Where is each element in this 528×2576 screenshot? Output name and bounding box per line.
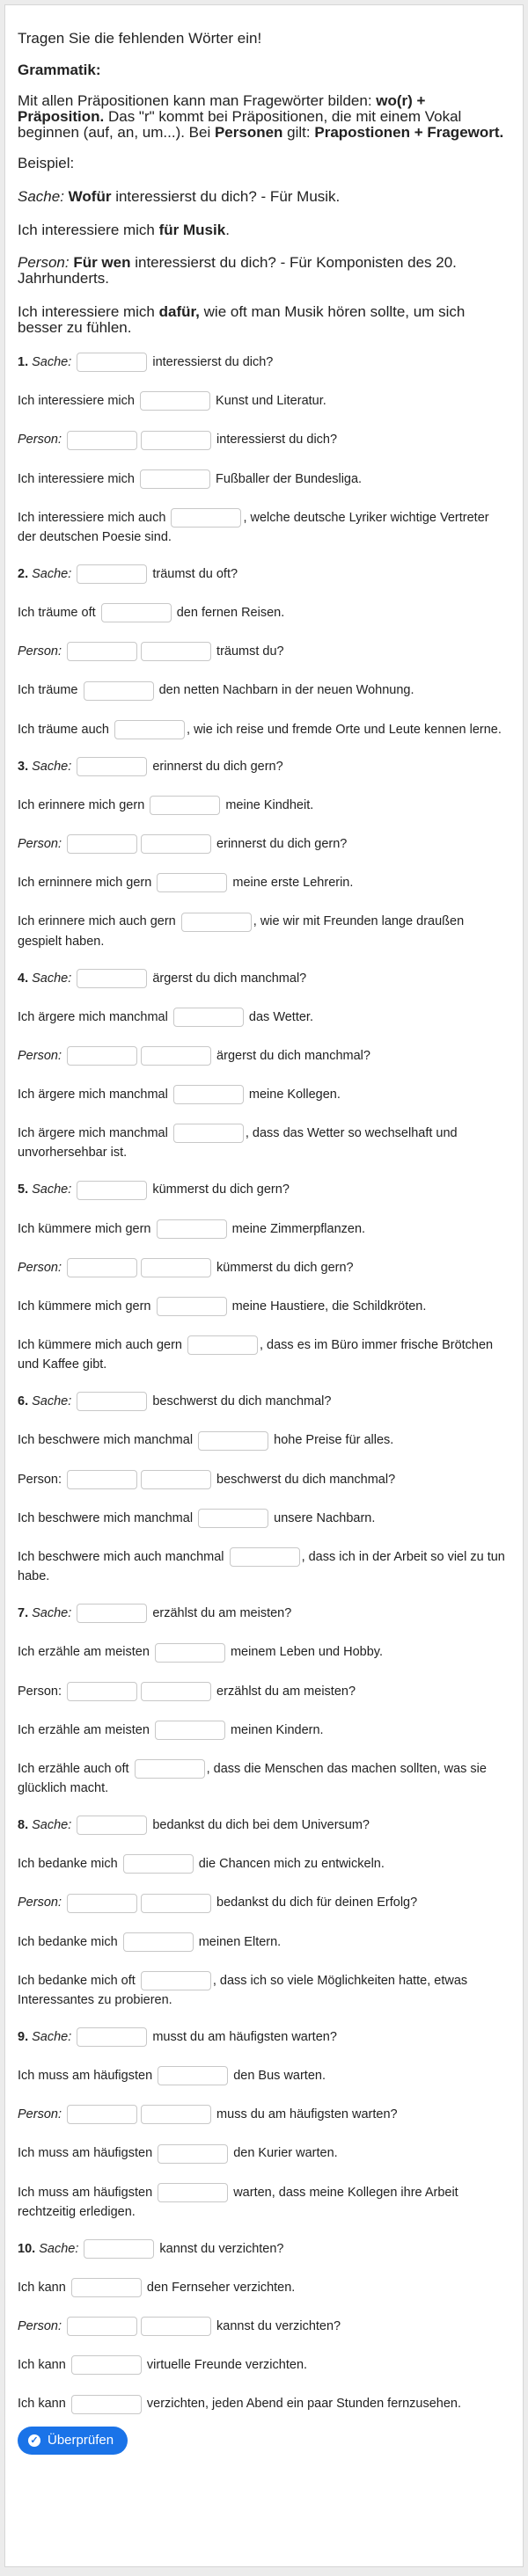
exercise-5-line-3 [18, 1258, 510, 1277]
line-text-before: Ich ärgere mich manchmal [18, 1088, 168, 1102]
exercise-number: 8. [18, 1818, 29, 1833]
rule-bold-3: Prapostionen + Fragewort. [314, 124, 504, 141]
answer-input[interactable] [158, 2144, 228, 2164]
line-text-before: Ich interessiere mich [18, 471, 135, 486]
answer-input[interactable] [141, 1682, 211, 1701]
rule-bold-1: wo(r) + Präposition. [18, 92, 426, 125]
line-text-after: , wie wir mit Freunden lange draußen gespielt haben. [18, 914, 465, 949]
example-question-person [18, 255, 510, 287]
check-button-label: Überprüfen [48, 2433, 114, 2449]
example-a2-bold: dafür, [158, 303, 200, 320]
answer-input[interactable] [67, 2317, 137, 2336]
exercise-9-line-3 [18, 2105, 510, 2124]
exercise-5-line-2 [18, 1219, 510, 1239]
answer-input[interactable] [84, 681, 154, 701]
example-q1-rest: interessierst du dich? - Für Musik. [111, 188, 341, 205]
exercise-4-line-1 [18, 969, 510, 988]
line-text-after: bedankst du dich bei dem Universum? [152, 1818, 370, 1833]
line-text-before: Ich erzähle auch oft [18, 1761, 129, 1776]
example-a1-post: . [225, 222, 230, 238]
line-text-after: den fernen Reisen. [176, 606, 285, 621]
answer-input[interactable] [114, 720, 185, 739]
answer-input[interactable] [141, 834, 211, 854]
line-label: Person: [18, 1896, 62, 1910]
check-circle-icon: ✓ [28, 2434, 40, 2447]
line-label: Person: [18, 837, 62, 852]
exercise-number: 7. [18, 1606, 29, 1621]
exercise-7-line-1 [18, 1604, 510, 1623]
answer-input[interactable] [67, 642, 137, 661]
line-label: Sache: [32, 1182, 72, 1197]
line-text-before: Ich kümmere mich gern [18, 1221, 151, 1236]
line-text-after: den Bus warten. [233, 2069, 326, 2084]
answer-input[interactable] [141, 1258, 211, 1277]
answer-input[interactable] [77, 969, 147, 988]
exercise-card [4, 4, 524, 2567]
answer-input[interactable] [67, 1046, 137, 1066]
line-text-before: Ich träume auch [18, 722, 109, 737]
answer-input[interactable] [77, 1816, 147, 1835]
line-text-after: warten, dass meine Kollegen ihre Arbeit rechtzeitig erledigen. [18, 2185, 458, 2219]
exercise-1-line-5 [18, 508, 510, 547]
example-q2-rest: interessierst du dich? - Für Komponisten des 20. Jahrhunderts. [18, 254, 457, 287]
rule-text-3: gilt: [282, 124, 315, 141]
line-text-after: erzählst du am meisten? [216, 1684, 356, 1699]
exercise-6-line-3 [18, 1470, 510, 1489]
line-text-after: meinen Eltern. [198, 1934, 282, 1949]
line-text-after: bedankst du dich für deinen Erfolg? [216, 1896, 418, 1910]
answer-input[interactable] [141, 1470, 211, 1489]
exercise-10-line-3 [18, 2317, 510, 2336]
example-question-sache [18, 188, 510, 206]
exercise-5-line-1 [18, 1180, 510, 1199]
exercise-4-line-3 [18, 1046, 510, 1066]
line-text-after: meine Haustiere, die Schildkröten. [231, 1299, 427, 1313]
line-text-after: meine Zimmerpflanzen. [231, 1221, 366, 1236]
exercise-7-line-2 [18, 1642, 510, 1662]
example-q1-bold: Wofür [68, 188, 112, 205]
example-person-label: Person: [18, 254, 70, 271]
exercise-5-line-5 [18, 1335, 510, 1374]
line-text-after: virtuelle Freunde verzichten. [146, 2358, 308, 2373]
answer-input[interactable] [157, 1297, 227, 1316]
answer-input[interactable] [67, 1258, 137, 1277]
line-text-after: ärgerst du dich manchmal? [152, 971, 307, 986]
line-text-after: muss du am häufigsten warten? [216, 2107, 398, 2122]
answer-input[interactable] [77, 2027, 147, 2047]
line-text-after: ärgerst du dich manchmal? [216, 1048, 370, 1063]
answer-input[interactable] [67, 431, 137, 450]
line-text-before: Ich beschwere mich auch manchmal [18, 1549, 224, 1564]
answer-input[interactable] [181, 913, 252, 932]
answer-input[interactable] [171, 508, 241, 528]
grammar-heading: Grammatik: [18, 62, 101, 78]
answer-input[interactable] [157, 873, 227, 892]
answer-input[interactable] [173, 1124, 244, 1143]
line-text-after: erzählst du am meisten? [152, 1606, 292, 1621]
example-a2-post: wie oft man Musik hören sollte, um sich besser zu fühlen. [18, 303, 466, 336]
answer-input[interactable] [140, 469, 210, 489]
answer-input[interactable] [155, 1721, 225, 1740]
line-text-before: Ich bedanke mich oft [18, 1973, 136, 1988]
exercise-4-line-2 [18, 1008, 510, 1027]
exercise-8-line-1 [18, 1816, 510, 1835]
answer-input[interactable] [140, 391, 210, 411]
answer-input[interactable] [84, 2239, 154, 2259]
line-text-after: musst du am häufigsten warten? [152, 2029, 337, 2044]
line-text-before: Ich erzähle am meisten [18, 1645, 150, 1660]
exercise-8-line-3 [18, 1893, 510, 1912]
exercise-3-line-2 [18, 796, 510, 815]
example-a1-pre: Ich interessiere mich [18, 222, 159, 238]
line-text-before: Ich muss am häufigsten [18, 2069, 153, 2084]
line-label: Sache: [32, 1818, 72, 1833]
line-text-after: , dass ich in der Arbeit so viel zu tun habe. [18, 1549, 505, 1584]
line-text-after: , wie ich reise und fremde Orte und Leute kennen lerne. [187, 722, 502, 737]
answer-input[interactable] [67, 1894, 137, 1913]
line-text-before: Ich erinnere mich auch gern [18, 914, 176, 929]
line-text-after: kümmerst du dich gern? [152, 1182, 290, 1197]
line-label: Sache: [32, 759, 72, 774]
line-text-before: Ich beschwere mich manchmal [18, 1510, 194, 1525]
exercise-10-line-1 [18, 2239, 510, 2259]
line-text-after: meine Kollegen. [248, 1088, 341, 1102]
line-text-after: kümmerst du dich gern? [216, 1260, 354, 1275]
answer-input[interactable] [173, 1008, 244, 1027]
line-label: Person: [18, 1684, 62, 1699]
example-answer-person [18, 304, 510, 336]
line-text-after: den Fernseher verzichten. [146, 2280, 296, 2295]
answer-input[interactable] [71, 2395, 142, 2414]
page-title: Tragen Sie die fehlenden Wörter ein! [18, 30, 262, 47]
answer-input[interactable] [67, 1470, 137, 1489]
line-label: Person: [18, 2107, 62, 2122]
exercise-9-line-2 [18, 2066, 510, 2085]
exercise-10-line-5 [18, 2394, 510, 2413]
exercise-3-line-3 [18, 834, 510, 854]
answer-input[interactable] [77, 1392, 147, 1411]
line-label: Sache: [32, 971, 72, 986]
rule-text-1: Mit allen Präpositionen kann man Fragewörter bilden: [18, 92, 377, 109]
line-text-before: Ich kümmere mich gern [18, 1299, 151, 1313]
line-text-after: den netten Nachbarn in der neuen Wohnung. [158, 683, 414, 698]
answer-input[interactable] [141, 1971, 211, 1990]
answer-input[interactable] [135, 1759, 205, 1779]
line-text-before: Ich kann [18, 2280, 66, 2295]
exercise-6-line-2 [18, 1430, 510, 1450]
line-label: Sache: [32, 355, 72, 369]
line-text-before: Ich erinnere mich gern [18, 797, 145, 812]
exercise-list [18, 353, 510, 2414]
answer-input[interactable] [187, 1335, 258, 1355]
line-text-before: Ich bedanke mich [18, 1934, 118, 1949]
answer-input[interactable] [77, 1181, 147, 1200]
line-text-after: , dass ich so viele Möglichkeiten hatte, etwas Interessantes zu probieren. [18, 1973, 468, 2007]
exercise-number: 9. [18, 2029, 29, 2044]
line-label: Person: [18, 644, 62, 659]
line-text-after: beschwerst du dich manchmal? [216, 1472, 396, 1487]
exercise-10-line-2 [18, 2278, 510, 2297]
exercise-7-line-5 [18, 1759, 510, 1798]
exercise-2-line-2 [18, 603, 510, 622]
example-q2-bold: Für wen [73, 254, 131, 271]
answer-input[interactable] [141, 642, 211, 661]
answer-input[interactable] [230, 1547, 300, 1567]
exercise-10-line-4 [18, 2355, 510, 2375]
exercise-8-line-2 [18, 1854, 510, 1874]
line-label: Person: [18, 1048, 62, 1063]
line-text-after: interessierst du dich? [152, 355, 274, 369]
exercise-2-line-5 [18, 720, 510, 739]
answer-input[interactable] [77, 757, 147, 776]
exercise-number: 4. [18, 971, 29, 986]
rule-bold-2: Personen [214, 124, 283, 141]
line-text-after: den Kurier warten. [233, 2146, 338, 2161]
line-text-after: träumst du? [216, 644, 284, 659]
exercise-1-line-3 [18, 430, 510, 449]
exercise-8-line-5 [18, 1971, 510, 2010]
line-text-before: Ich ärgere mich manchmal [18, 1126, 168, 1141]
line-text-before: Ich kann [18, 2397, 66, 2412]
line-text-after: Fußballer der Bundesliga. [216, 471, 363, 486]
exercise-5-line-4 [18, 1297, 510, 1316]
line-label: Sache: [32, 1606, 72, 1621]
answer-input[interactable] [123, 1854, 194, 1874]
answer-input[interactable] [123, 1932, 194, 1952]
exercise-3-line-5 [18, 912, 510, 950]
exercise-4-line-5 [18, 1124, 510, 1162]
line-text-after: das Wetter. [248, 1009, 313, 1024]
line-text-after: meine Kindheit. [225, 797, 314, 812]
answer-input[interactable] [71, 2355, 142, 2375]
line-text-before: Ich interessiere mich auch [18, 510, 166, 525]
answer-input[interactable] [158, 2183, 228, 2202]
line-text-after: meinen Kindern. [230, 1722, 324, 1737]
line-text-before: Ich erninnere mich gern [18, 876, 152, 891]
example-answer-sache [18, 222, 510, 239]
answer-input[interactable] [198, 1431, 268, 1451]
line-text-after: erinnerst du dich gern? [152, 759, 283, 774]
answer-input[interactable] [77, 1604, 147, 1623]
line-text-after: erinnerst du dich gern? [216, 837, 348, 852]
line-text-before: Ich muss am häufigsten [18, 2146, 153, 2161]
answer-input[interactable] [155, 1643, 225, 1663]
line-text-after: hohe Preise für alles. [274, 1433, 394, 1448]
line-text-after: unsere Nachbarn. [274, 1510, 376, 1525]
answer-input[interactable] [141, 2317, 211, 2336]
answer-input[interactable] [141, 1046, 211, 1066]
answer-input[interactable] [141, 431, 211, 450]
instructions [18, 30, 510, 336]
line-label: Person: [18, 433, 62, 448]
grammar-rule [18, 93, 510, 141]
example-sache-label: Sache: [18, 188, 64, 205]
line-text-before: Ich bedanke mich [18, 1857, 118, 1872]
line-label: Sache: [32, 2029, 72, 2044]
line-text-before: Ich kümmere mich auch gern [18, 1338, 182, 1353]
exercise-7-line-3 [18, 1682, 510, 1701]
line-text-after: , dass das Wetter so wechselhaft und unvorhersehbar ist. [18, 1126, 458, 1161]
answer-input[interactable] [101, 603, 172, 622]
exercise-2-line-1 [18, 564, 510, 584]
exercise-number: 3. [18, 759, 29, 774]
line-text-before: Ich beschwere mich manchmal [18, 1433, 194, 1448]
answer-input[interactable] [198, 1509, 268, 1528]
line-label: Person: [18, 1260, 62, 1275]
line-text-after: interessierst du dich? [216, 433, 338, 448]
line-text-before: Ich muss am häufigsten [18, 2185, 153, 2200]
exercise-2-line-3 [18, 642, 510, 661]
exercise-1-line-1 [18, 353, 510, 372]
exercise-number: 10. [18, 2241, 36, 2256]
line-label: Sache: [32, 566, 72, 581]
exercise-1-line-4 [18, 469, 510, 489]
line-text-before: Ich interessiere mich [18, 394, 135, 409]
line-text-before: Ich kann [18, 2358, 66, 2373]
line-text-after: meine erste Lehrerin. [232, 876, 354, 891]
exercise-number: 5. [18, 1182, 29, 1197]
line-text-after: , welche deutsche Lyriker wichtige Vertreter der deutschen Poesie sind. [18, 510, 489, 544]
exercise-6-line-4 [18, 1509, 510, 1528]
answer-input[interactable] [173, 1085, 244, 1104]
answer-input[interactable] [67, 2105, 137, 2124]
line-text-after: , dass es im Büro immer frische Brötchen und Kaffee gibt. [18, 1338, 494, 1372]
line-text-before: Ich träume oft [18, 606, 96, 621]
answer-input[interactable] [77, 353, 147, 372]
exercise-6-line-1 [18, 1392, 510, 1411]
line-text-after: kannst du verzichten? [216, 2319, 341, 2334]
exercise-number: 2. [18, 566, 29, 581]
line-text-before: Ich erzähle am meisten [18, 1722, 150, 1737]
answer-input[interactable] [141, 2105, 211, 2124]
example-a2-pre: Ich interessiere mich [18, 303, 159, 320]
answer-input[interactable] [67, 834, 137, 854]
exercise-3-line-1 [18, 757, 510, 776]
line-text-before: Ich ärgere mich manchmal [18, 1009, 168, 1024]
exercise-8-line-4 [18, 1932, 510, 1952]
line-text-after: verzichten, jeden Abend ein paar Stunden fernzusehen. [146, 2397, 462, 2412]
exercise-2-line-4 [18, 680, 510, 700]
answer-input[interactable] [157, 1219, 227, 1239]
check-button[interactable] [18, 2427, 128, 2455]
exercise-1-line-2 [18, 391, 510, 411]
line-text-before: Ich träume [18, 683, 78, 698]
rule-text-2: Das "r" kommt bei Präpositionen, die mit einem Vokal beginnen (auf, an, um...). Bei [18, 108, 462, 141]
answer-input[interactable] [150, 796, 220, 815]
exercise-6-line-5 [18, 1547, 510, 1586]
example-a1-bold: für Musik [158, 222, 226, 238]
answer-input[interactable] [77, 564, 147, 584]
line-text-after: beschwerst du dich manchmal? [152, 1394, 332, 1409]
exercise-9-line-1 [18, 2027, 510, 2047]
answer-input[interactable] [141, 1894, 211, 1913]
line-text-after: kannst du verzichten? [159, 2241, 284, 2256]
answer-input[interactable] [158, 2066, 228, 2085]
exercise-3-line-4 [18, 873, 510, 892]
answer-input[interactable] [71, 2278, 142, 2297]
line-label: Sache: [32, 1394, 72, 1409]
exercise-7-line-4 [18, 1721, 510, 1740]
exercise-9-line-5 [18, 2183, 510, 2222]
line-label: Sache: [39, 2241, 79, 2256]
line-text-after: die Chancen mich zu entwickeln. [198, 1857, 385, 1872]
line-text-after: meinem Leben und Hobby. [230, 1645, 384, 1660]
line-text-after: , dass die Menschen das machen sollten, was sie glücklich macht. [18, 1761, 487, 1796]
line-label: Person: [18, 2319, 62, 2334]
exercise-9-line-4 [18, 2143, 510, 2163]
exercise-number: 6. [18, 1394, 29, 1409]
line-text-after: Kunst und Literatur. [216, 394, 326, 409]
line-label: Person: [18, 1472, 62, 1487]
exercise-number: 1. [18, 355, 29, 369]
exercise-4-line-4 [18, 1085, 510, 1104]
line-text-after: träumst du oft? [152, 566, 238, 581]
example-label: Beispiel: [18, 155, 75, 171]
answer-input[interactable] [67, 1682, 137, 1701]
